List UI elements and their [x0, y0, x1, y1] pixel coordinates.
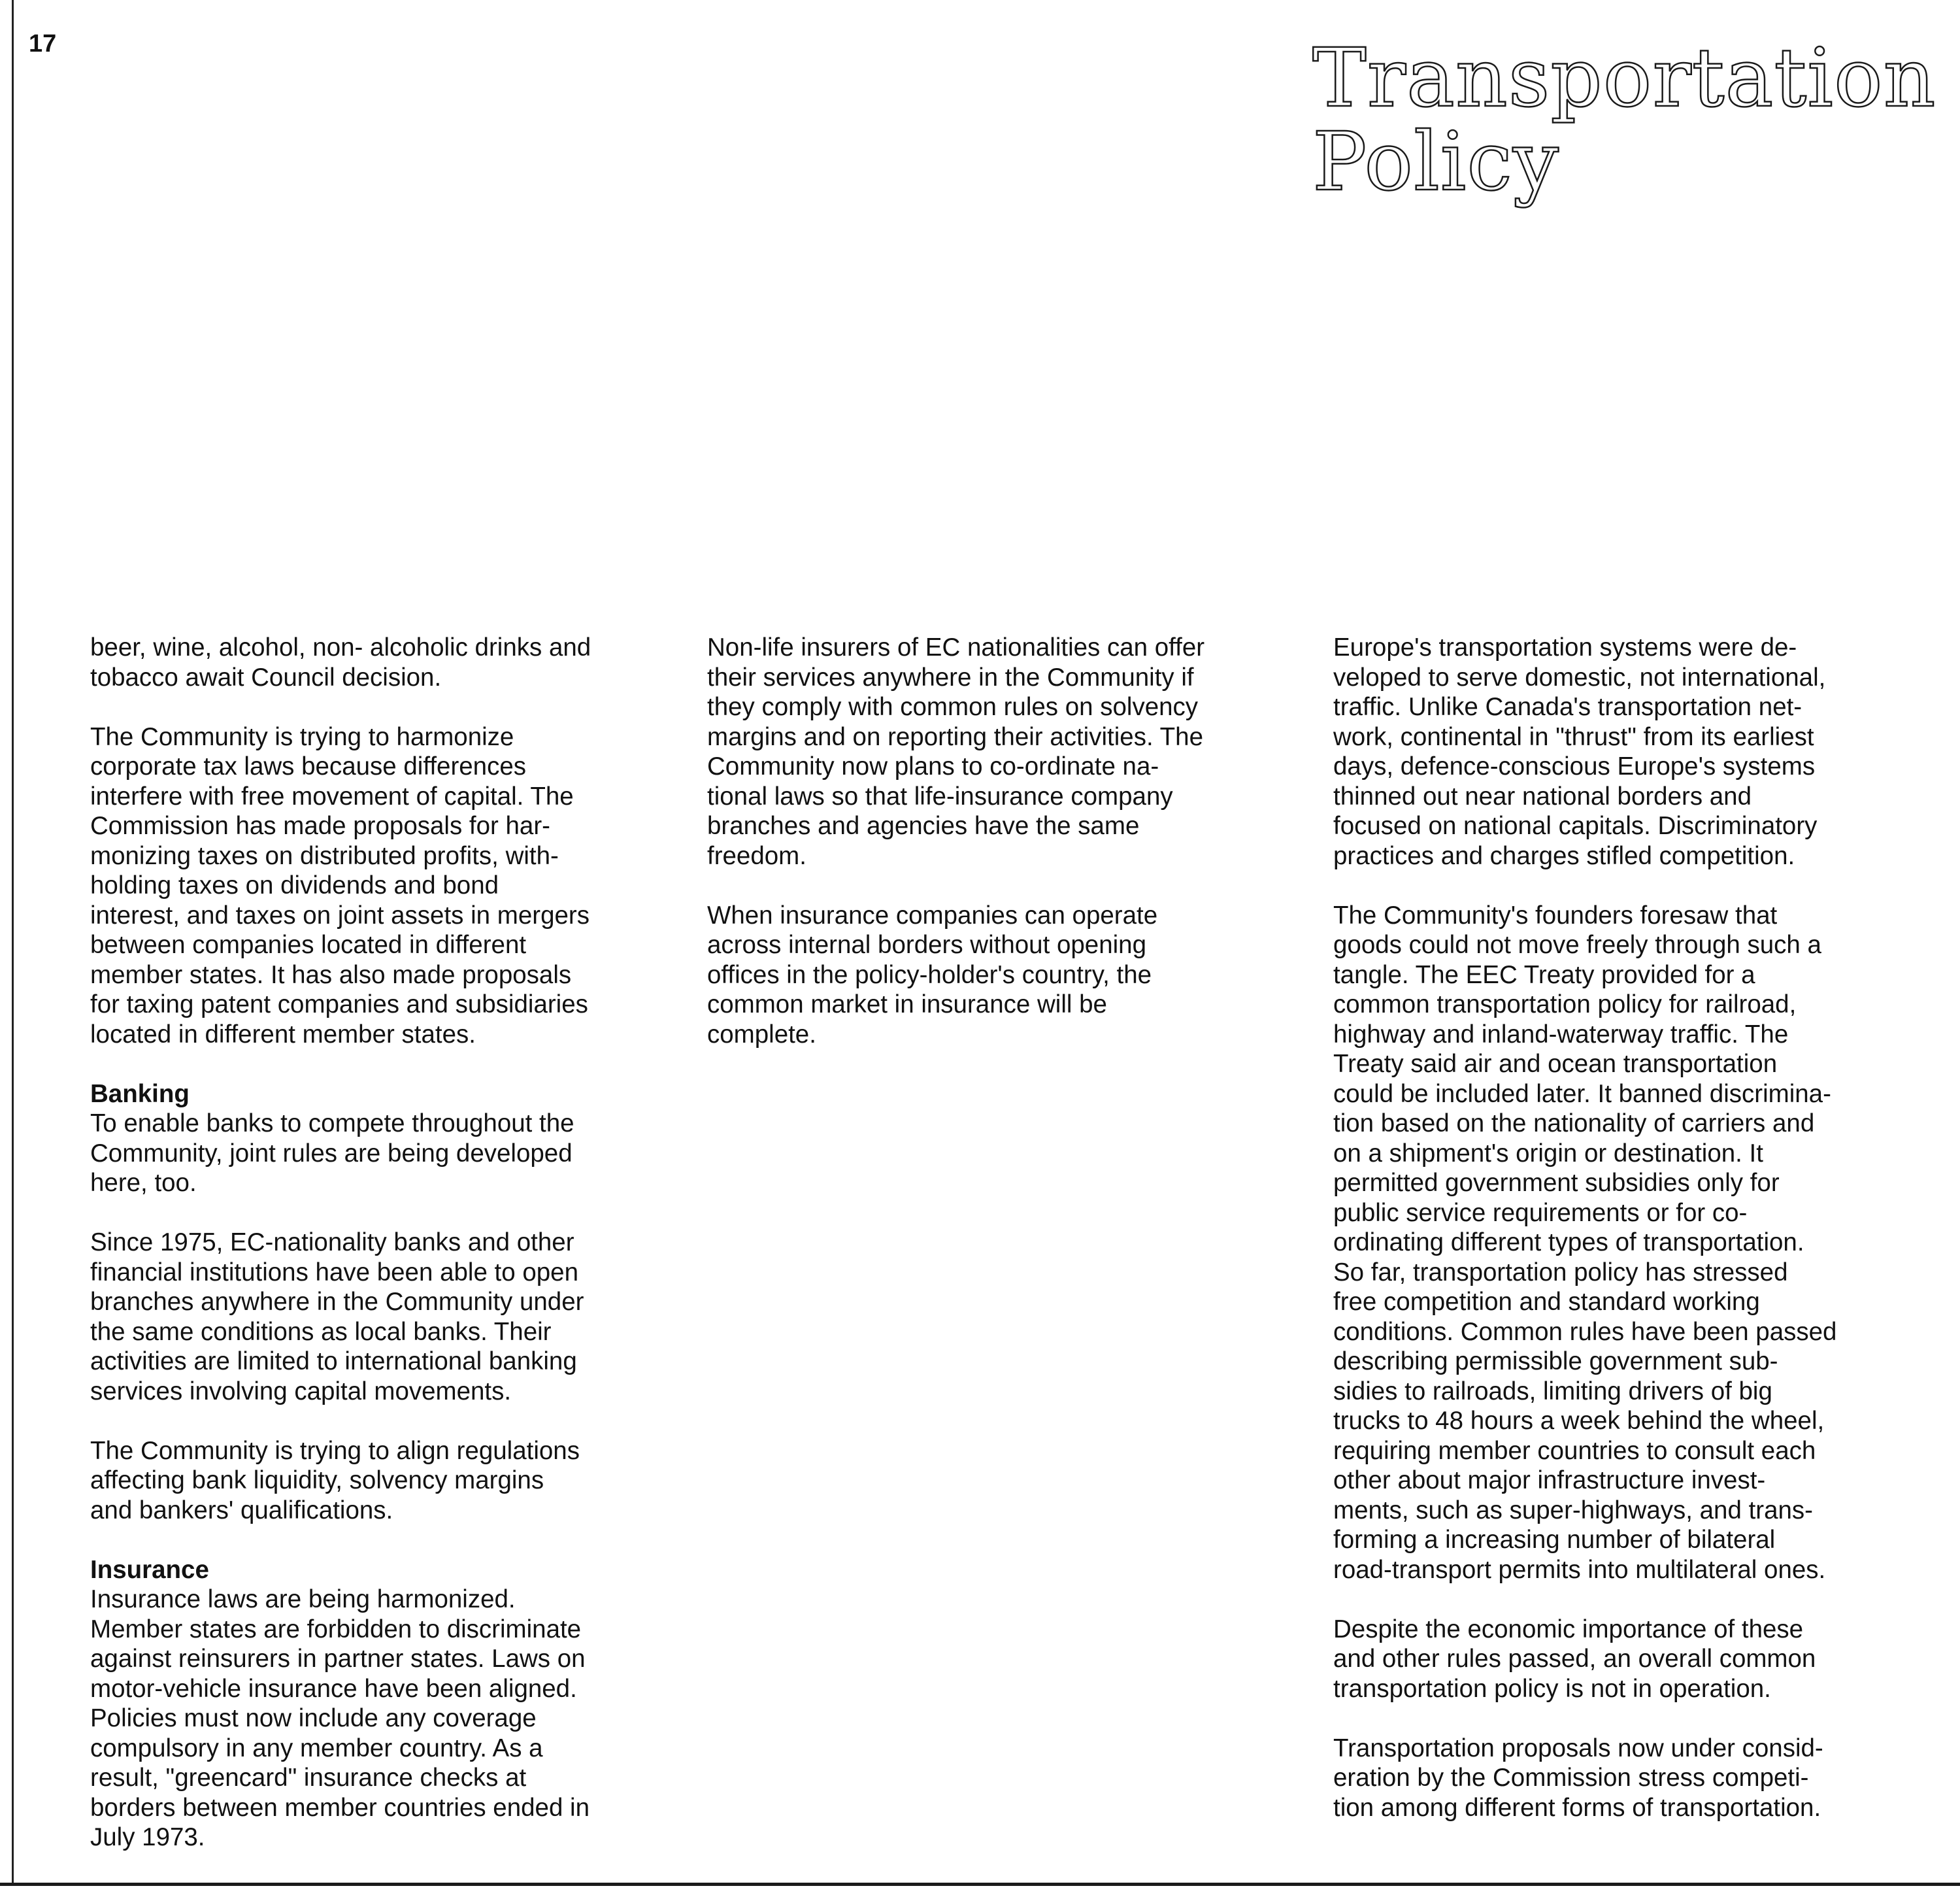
- page-number: 17: [29, 30, 57, 58]
- paragraph-corporate-tax: The Community is trying to harmonize corporate tax laws because differences interfere with free movement of capital. The Commission has made proposals for har- monizing taxes on distributed profits, with- holding taxes on dividends and bond interest, and taxes on joint assets in mergers between companies located in different member states. It has also made proposals for taxing patent companies and subsidiaries located in different member states.: [90, 722, 590, 1049]
- right-column: [1333, 633, 1921, 1853]
- paragraph-excise-continuation: beer, wine, alcohol, non- alcoholic drinks and tobacco await Council decision.: [90, 633, 591, 692]
- bottom-margin-rule: [0, 1883, 1960, 1886]
- paragraph-banking-1975: Since 1975, EC-nationality banks and other financial institutions have been able to open branches anywhere in the Community under the same conditions as local banks. Their activities are limited to international banking services involving capital movements.: [90, 1228, 584, 1405]
- paragraph-insurance-laws: Insurance laws are being harmonized. Member states are forbidden to discriminate against reinsurers in partner states. Laws on motor-vehicle insurance have been aligned. Policies must now include any coverage compulsory in any member country. As a result, "greencard" insurance checks at borders between member countries ended in July 1973.: [90, 1585, 590, 1851]
- page-title: [1312, 31, 1936, 209]
- paragraph-insurance-common-market: When insurance companies can operate across internal borders without opening offices in the policy-holder's country, the common market in insurance will be complete.: [707, 901, 1158, 1049]
- section-heading-banking: Banking: [90, 1079, 190, 1108]
- paragraph-banking-regulations: The Community is trying to align regulations affecting bank liquidity, solvency margins and bankers' qualifications.: [90, 1436, 580, 1524]
- paragraph-transport-proposals: Transportation proposals now under consid- eration by the Commission stress competi- tion among different forms of transportation.: [1333, 1734, 1823, 1822]
- middle-column: [707, 633, 1295, 1079]
- page-title-line1: Transportation: [1312, 31, 1936, 126]
- left-margin-rule: [12, 0, 14, 1883]
- paragraph-transport-systems: Europe's transportation systems were de- veloped to serve domestic, not international, traffic. Unlike Canada's transportation net- work, continental in "thrust" from its earliest days, defence-conscious Europe's systems thinned out near national borders and focused on national capitals. Discriminatory practices and charges stifled competition.: [1333, 633, 1826, 870]
- paragraph-economic-importance: Despite the economic importance of these and other rules passed, an overall common transportation policy is not in operation.: [1333, 1615, 1816, 1703]
- left-column: [90, 633, 678, 1882]
- paragraph-banking-intro: To enable banks to compete throughout the Community, joint rules are being developed here, too.: [90, 1109, 574, 1197]
- paragraph-eec-treaty: The Community's founders foresaw that goods could not move freely through such a tangle. The EEC Treaty provided for a common transportation policy for railroad, highway and inland-waterway traffic. The Treaty said air and ocean transportation could be included later. It banned discrimina- tion based on the nationality of carriers and on a shipment's origin or destination. It permitted government subsidies only for public service requirements or for co- ordinating different types of transportation. So far, transportation policy has stressed free competition and standard working conditions. Common rules have been passed describing permissible government sub- sidies to railroads, limiting drivers of big trucks to 48 hours a week behind the wheel, requiring member countries to consult each other about major infrastructure invest- ments, such as super-highways, and trans- forming a increasing number of bilateral road-transport permits into multilateral ones.: [1333, 901, 1837, 1584]
- section-heading-insurance: Insurance: [90, 1555, 209, 1584]
- paragraph-non-life-insurers: Non-life insurers of EC nationalities can offer their services anywhere in the Community if they comply with common rules on solvency margins and on reporting their activities. The Community now plans to co-ordinate na- tional laws so that life-insurance company branches and agencies have the same freedom.: [707, 633, 1205, 870]
- page-title-line2: Policy: [1312, 115, 1559, 209]
